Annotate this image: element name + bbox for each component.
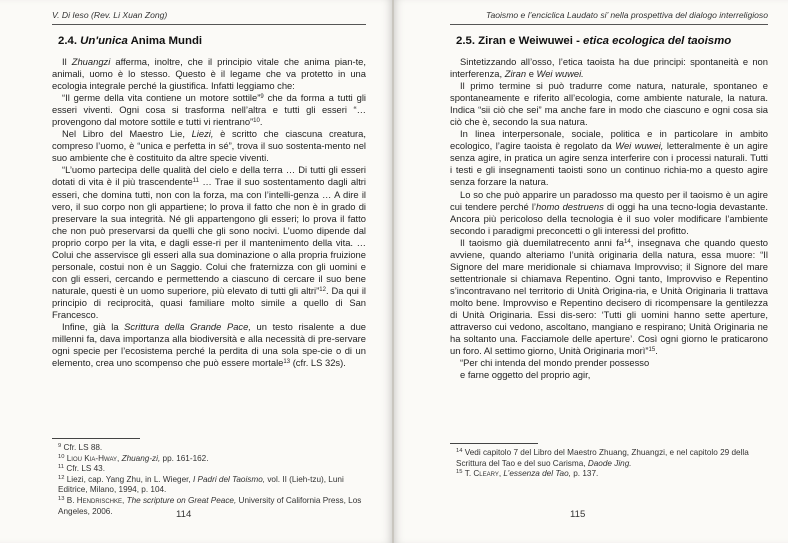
page-number-right: 115 bbox=[570, 509, 586, 520]
footnote-9: $^9$ Cfr. LS 88. bbox=[58, 443, 103, 452]
footnotes-left bbox=[52, 438, 366, 517]
left-body-text bbox=[52, 56, 366, 369]
running-head-right: Taoismo e l’enciclica Laudato si’ nella prospettiva del dialogo interreligioso bbox=[450, 10, 768, 25]
footnote-10: $^{10}$ Liou Kia-Hway, Zhuang-zi, pp. 161-162. bbox=[58, 453, 209, 463]
paragraph: Nel Libro del Maestro Lie, Liezi, è scritto che ciascuna creatura, compreso l’uomo, è “unica e perfetta in sé”, trova il suo sostenta-mento nel suo ambiente che è costituito da altre specie viventi. bbox=[52, 128, 366, 164]
running-head-left: V. Di Ieso (Rev. Li Xuan Zong) bbox=[52, 10, 366, 25]
paragraph: Il primo termine si può tradurre come natura, naturale, spontaneo e spontaneamente e riferito all’ecologia, come ambiente naturale, la natura. Indica “sii ciò che sei” ma anche fare in modo che ciascuno e ogni cosa sia ciò che è, secondo la sua natura. bbox=[450, 80, 768, 128]
heading-number: 2.4. bbox=[58, 35, 77, 47]
footnote-14: $^{14}$ Vedi capitolo 7 del Libro del Maestro Zhuang, Zhuangzi, e nel capitolo 29 della Scrittura del Tao e del suo Carisma, Daode Jing. bbox=[456, 448, 749, 468]
heading-text: 2.5. Ziran e Weiwuwei - bbox=[456, 35, 580, 47]
footnote-13: $^{13}$ B. Hendrischke, The scripture on Great Peace, University of California Press, Los Angeles, 2006. bbox=[58, 495, 362, 516]
section-heading-2-4 bbox=[58, 35, 366, 47]
paragraph: Il taoismo già duemilatrecento anni $fa^{14}$, insegnava che quando questo avviene, quando alteriamo l’unità originaria della natura, essa muore: “Il Signore del mare meridionale si chiamava Improvviso; il Signore del mare settentrionale si chiamava Repentino. Ogni tanto, Improvviso e Repentino s’incontravano nel territorio di Unità Origina-ria, e Unità Originaria li trattava molto bene. Improvviso e Repentino decisero di ricompensare la gentilezza di Unità Originaria. Essi dis-sero: ‘Tutti gli uomini hanno sette aperture, attraverso cui vedono, ascoltano, mangiano e respirano; Unità Originaria ne ha soltanto una. Facciamole delle aperture’. Così ogni giorno le praticarono un foro. Al settimo giorno, Unità Originaria morì”$^{15}$. bbox=[450, 236, 769, 357]
paragraph: “L’uomo partecipa delle qualità del cielo e della terra … Di tutti gli esseri dotati di vita è il più trascendente$^{11}$ … Trae il suo sostentamento dagli altri esseri, che domina tutti, non con la forza, ma con l’intelli-genza … A dire il vero, il suo corpo non gli appartiene; lo prova il fatto che non è in grado di preservare la sua integrità. Né gli appartengono gli esseri; lo prova il fatto che non può preservarsi da quelli che gli sono nocivi. L’uomo dipende dal proprio corpo per la vita, e dagli esse-ri per il mantenimento della vita. … Colui che asservisce gli esseri alla sua dominazione o alla propria fruizione personale, costui non è un Saggio. Colui che fraternizza con gli uomini e con gli esseri, cercando e permettendo a ciascuno di cercare il suo bene naturale, questi è un uomo superiore, più elevato di tutti gli altri”$^{12}$. Da qui il principio di reciprocità, quasi familiare molto simile a quello di San Francesco. bbox=[52, 164, 367, 320]
paragraph: Sintetizzando all’osso, l’etica taoista ha due principi: spontaneità e non interferenza, Ziran e Wei wuwei. bbox=[450, 56, 768, 80]
paragraph: Infine, già la Scrittura della Grande Pace, un testo risalente a due millenni fa, dava importanza alla biodiversità e alla necessità di pre-servare ogni specie per l’ecosistema perché la perdita di una sola spe-cie o di un elemento, crea uno scompenso che può essere mortale$^{13}$ (cfr. LS 32s). bbox=[52, 321, 366, 369]
paragraph: Lo so che può apparire un paradosso ma questo per il taoismo è un agire cui tendere perché l’homo destruens di oggi ha una tecno-logia devastante. Ancora più pericoloso della tecnologia è il suo voler modificare l’ambiente secondo i paradigmi preconcetti o gli interessi del profitto. bbox=[450, 188, 769, 236]
page-number-left: 114 bbox=[176, 509, 192, 520]
heading-italic: Un'unica bbox=[80, 35, 128, 47]
paragraph: “Il germe della vita contiene un motore sottile”$^9$ che da forma a tutti gli esseri viventi. Ogni cosa si trasforma nell’altra e tutti gli esseri “… provengono dal motore sottile e tutti vi rientrano”$^{10}$. bbox=[52, 92, 366, 128]
footnote-12: $^{12}$ Liezi, cap. Yang Zhu, in L. Wieger, I Padri del Taoismo, vol. II (Lieh-tzu), Luni Editrice, Milano, 1994, p. 104. bbox=[58, 474, 344, 495]
heading-italic: etica ecologica del taoismo bbox=[583, 35, 732, 47]
section-heading-2-5 bbox=[456, 35, 768, 47]
paragraph: Il Zhuangzi afferma, inoltre, che il principio vitale che anima pian-te, animali, uomo è lo stesso. Questo è il legame che va protetto in una ecologia integrale perché la giustifica. Infatti leggiamo che: bbox=[52, 56, 367, 92]
footnote-15: $^{15}$ T. Cleary, L’essenza del Tao, p. 137. bbox=[456, 469, 599, 479]
verse-line: “Per chi intenda del mondo prender possesso bbox=[460, 357, 650, 369]
verse-line: e farne oggetto del proprio agir, bbox=[460, 369, 591, 381]
heading-rest: Anima Mundi bbox=[130, 35, 203, 47]
footnotes-right bbox=[450, 443, 768, 480]
paragraph: In linea interpersonale, sociale, politica e in particolare in ambito ecologico, l’agire taoista è regolato da Wei wuwei, letteralmente è un agire senza agire, in pratica un agire senza interferire con i processi naturali. Tutti i testi e gli insegnamenti taoisti sono un continuo richia-mo a questo agire senza forzare la natura. bbox=[450, 128, 768, 188]
right-page bbox=[394, 0, 788, 543]
left-page bbox=[0, 0, 392, 543]
right-body-text bbox=[450, 56, 768, 381]
footnote-11: $^{11}$ Cfr. LS 43. bbox=[58, 464, 105, 474]
footnote-rule bbox=[52, 438, 140, 439]
footnote-rule bbox=[450, 443, 538, 444]
